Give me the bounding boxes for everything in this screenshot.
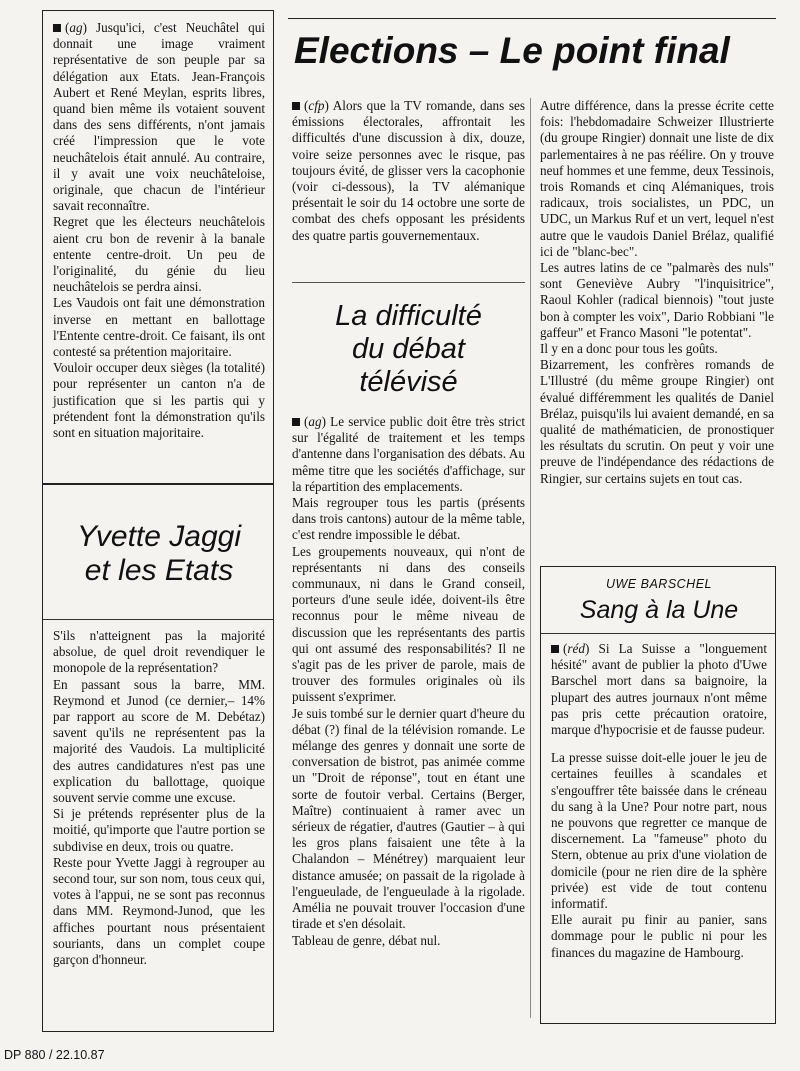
debate-body (292, 414, 525, 949)
divider (43, 619, 273, 620)
paragraph: La presse suisse doit-elle jouer le jeu de certaines feuilles à scandales et s'engouffrer tête baissée dans le créneau du sang à la Une? Pour notre part, nous ne pouvons que regretter ce manque de discernement. La "fameuse" photo du Stern, obtenue au prix d'une violation de domicile (pour ne rien dire de la sphère privée) est vide de tout contenu informatif. (551, 750, 767, 912)
divider (541, 633, 775, 634)
paragraph: Reste pour Yvette Jaggi à regrouper au second tour, sur son nom, tous ceux qui, votes à l'appui, ne se sont pas reconnus dans MM. Reymond-Junod, que les affiches pourtant nous présentaient souriants, dans un complet coupe garçon d'honneur. (53, 854, 265, 968)
bullet-square-icon (53, 24, 61, 32)
main-continuation (540, 98, 774, 487)
paragraph: Autre différence, dans la presse écrite cette fois: l'hebdomadaire Schweizer Illustrierte (du groupe Ringier) donnait une liste de dix parlementaires à ne pas réélire. On y trouve neuf hommes et une femme, deux Tessinois, trois Romands et cinq Alémaniques, trois radicaux, trois socialistes, un PDC, un UDC, un Markus Ruf et un vert, lequel n'est autre que le vaudois Daniel Brélaz, qualifié ici de "blanc-bec". (540, 98, 774, 259)
barschel-body (551, 641, 767, 961)
separator (292, 282, 525, 283)
debate-headline (292, 300, 525, 399)
main-intro (292, 98, 525, 244)
paragraph: Vouloir occuper deux sièges (la totalité) pour représenter un canton n'a de justification que si les partis qui y prétendent font la démonstration qu'ils sont en situation majoritaire. (53, 360, 265, 441)
headline-line: La difficulté (335, 300, 482, 332)
paragraph: Si je prétends représenter plus de la moitié, qu'importe que l'autre portion se subdivise en deux, trois ou quatre. (53, 806, 265, 854)
headline-line: Yvette Jaggi (77, 520, 241, 553)
headline (53, 489, 265, 619)
bullet-square-icon (292, 102, 300, 110)
paragraph: Les autres latins de ce "palmarès des nuls" sont Geneviève Aubry "l'inquisitrice", Raoul Kohler (radical biennois) "tout juste bon à compter les voix", Dario Robbiani "le gaffeur" et Franco Masoni "le potentat". (540, 260, 774, 340)
left-bottom-article (42, 484, 274, 1032)
paragraph: Bizarrement, les confrères romands de L'Illustré (du même groupe Ringier) ont évalué différemment les qualités de Daniel Brélaz, puisqu'ils lui avaient demandé, en sa qualité de mathématicien, de pronostiquer les résultats du scrutin. On peut y voir une preuve de l'indépendance des rédactions de Ringier, sur certains sujets en tout cas. (540, 357, 774, 486)
paragraph: Je suis tombé sur le dernier quart d'heure du débat (?) final de la télévision romande. Le mélange des genres y donnait une sorte de conversation de bistrot, pas animée comme un "Droit de réponse", tout en étant une sorte de foutoir verbal. Certains (Berger, Maître) continuaient à ramer avec un sérieux de régatier, d'autres (Gautier – à qui les gros plans faisaient une tête à la Chalandon – Ménétrey) marquaient leur distance amusée; on passait de la rigolade à l'engueulade, de l'engueulade à la rigolade. Amélia ne pouvait trouver l'occasion d'une tirade et s'en désolait. (292, 705, 525, 932)
paragraph: (réd) Si La Suisse a "longuement hésité" avant de publier la photo d'Uwe Barschel mort dans sa baignoire, la plupart des autres journaux n'ont même pas pris cette précaution oratoire, marque d'hypocrisie et de fausse pudeur. (551, 641, 767, 738)
kicker: UWE BARSCHEL (605, 577, 713, 591)
paragraph: S'ils n'atteignent pas la majorité absolue, de quel droit revendiquer le monopole de la représentation? (53, 628, 265, 676)
paragraph: Tableau de genre, débat nul. (292, 932, 441, 948)
headline: Sang à la Une (579, 596, 739, 624)
left-bottom-body (53, 628, 265, 968)
headline-line: télévisé (359, 366, 458, 398)
paragraph: (cfp) Alors que la TV romande, dans ses émissions électorales, affrontait les difficultés d'une discussion à dix, douze, voire seize personnes avec le risque, pas toujours évité, de glisser vers la cacophonie (voir ci-dessous), la TV alémanique présentait le soir du 14 octobre une sorte de combat des chefs opposant les présidents des quatre partis gouvernementaux. (292, 98, 525, 243)
paragraph: Il y en a donc pour tous les goûts. (540, 341, 718, 357)
paragraph: Les groupements nouveaux, qui n'ont de représentants ni dans des conseils communaux, ni dans le Grand conseil, porteurs d'une seule idée, doivent-ils être reconnus pour le même niveau de discussion que les représentants des partis qui ont assumé des responsabilités? Il ne s'agit pas de les priver de parole, mais de trouver des formules originales où ils puissent s'exprimer. (292, 543, 525, 705)
headline-line: du débat (352, 333, 465, 365)
left-top-article (42, 10, 274, 484)
paragraph: Elle aurait pu finir au panier, sans dommage pour le public ni pour les finances du magazine de Hambourg. (551, 912, 767, 960)
main-title: Elections – Le point final (294, 30, 730, 71)
paragraph: Regret que les électeurs neuchâtelois aient cru bon de revenir à la banale entente centre-droit. Un peu de l'originalité, du génie du lieu neuchâtelois se perdra ainsi. (53, 214, 265, 295)
paragraph: Les Vaudois ont fait une démonstration inverse en mettant en ballottage l'Entente centre-droit. Ce faisant, ils ont contesté sa prétention majoritaire. (53, 295, 265, 360)
paragraph: En passant sous la barre, MM. Reymond et Junod (ce dernier,– 14% par rapport au score de M. Debétaz) savent qu'ils ne représentent pas la majorité des Vaudois. La multiplicité des autres candidatures n'est pas une explication du ballottage, quoique souvent servie comme une excuse. (53, 676, 265, 806)
paragraph: (ag) Jusqu'ici, c'est Neuchâtel qui donnait une image vraiment représentative de son peuple par sa délégation aux Etats. Jean-François Aubert et René Meylan, esprits libres, quand bien même ils votaient souvent dans des sens différents, n'ont jamais créé l'impression que le vote neuchâtelois était annulé. Au contraire, il y avait une voix neuchâteloise, originale, que chacun de l'intérieur savait reconnaître. (53, 20, 265, 214)
paragraph: Mais regrouper tous les partis (présents dans trois cantons) autour de la même table, c'est rendre impossible le débat. (292, 495, 525, 543)
column-divider (530, 98, 531, 1018)
barschel-article (540, 566, 776, 1024)
bullet-square-icon (551, 645, 559, 653)
page-footer: DP 880 / 22.10.87 (4, 1048, 105, 1062)
paragraph: (ag) Le service public doit être très strict sur l'égalité de traitement et les temps d'antenne dans l'organisation des débats. Au même titre que les sociétés d'affichage, sur la répartition des emplacements. (292, 414, 525, 494)
bullet-square-icon (292, 418, 300, 426)
left-top-body (53, 20, 265, 441)
main-title-rule (288, 18, 776, 19)
headline-line: et les Etats (84, 554, 234, 587)
